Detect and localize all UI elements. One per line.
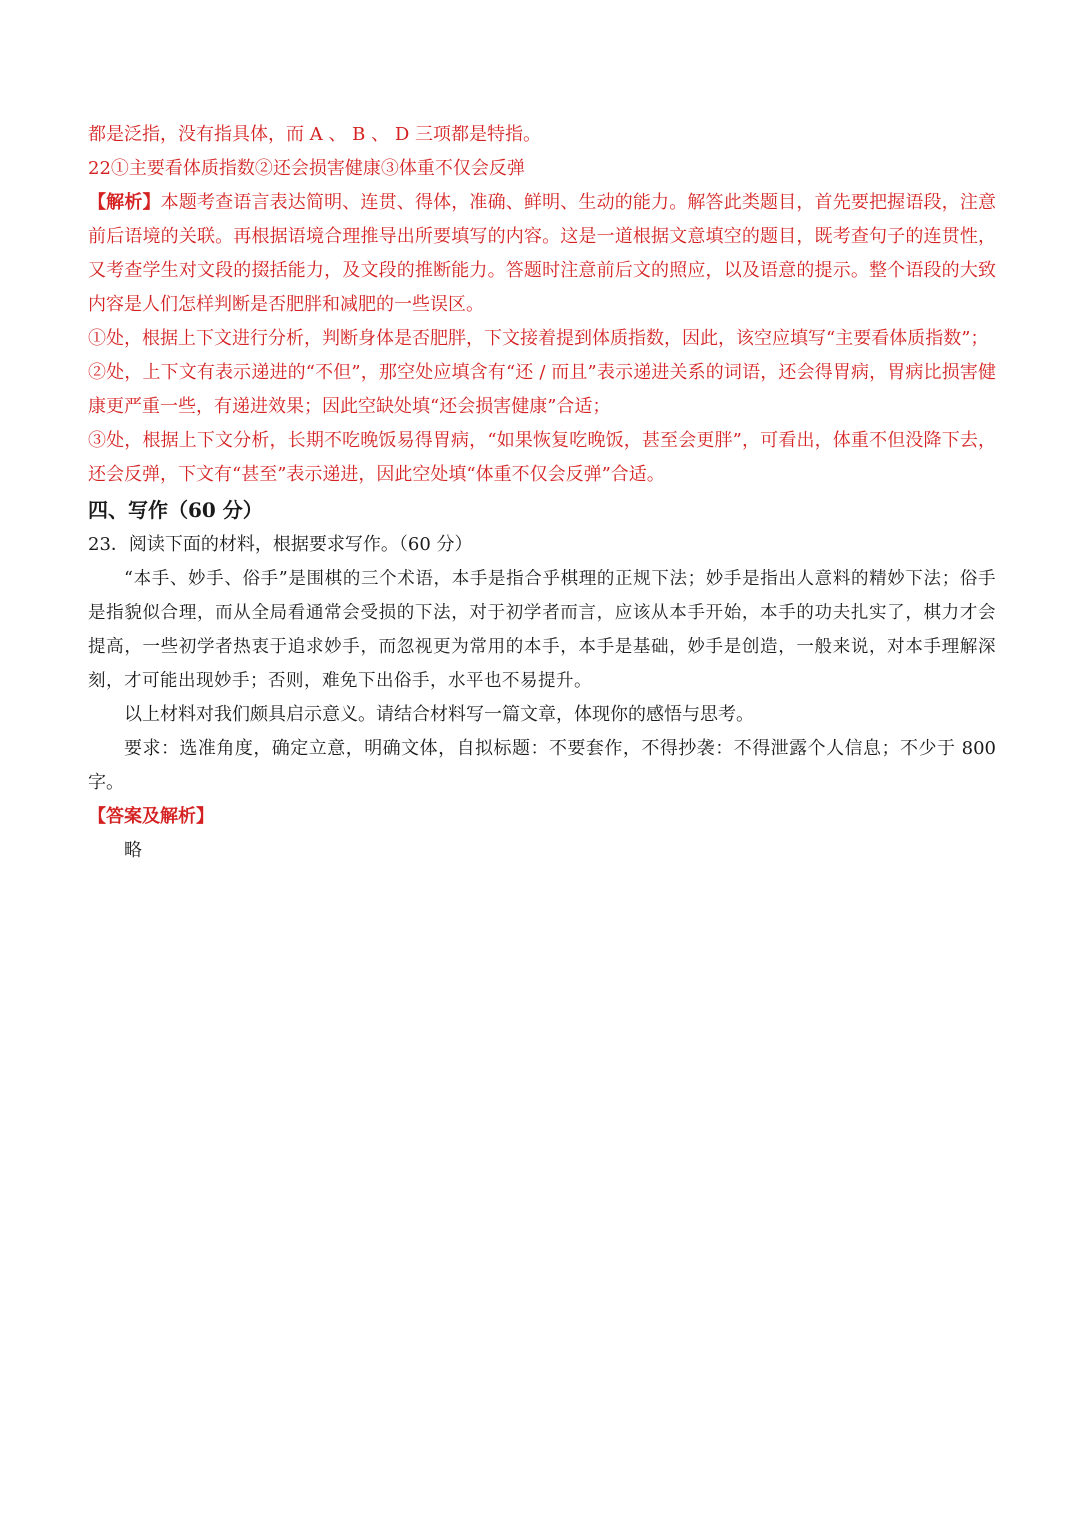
- q22-analysis: [88, 186, 996, 322]
- analysis-tag: 【解析】: [88, 192, 161, 213]
- q22-answer: 22①主要看体质指数②还会损害健康③体重不仅会反弹: [88, 158, 525, 179]
- previous-answer-continuation: 都是泛指，没有指具体，而 A 、 B 、 D 三项都是特指。: [88, 124, 541, 145]
- writing-material: “本手、妙手、俗手”是围棋的三个术语，本手是指合乎棋理的正规下法；妙手是指出人意料的精妙下法；俗手是指貌似合理，而从全局看通常会受损的下法，对于初学者而言，应该从本手开始，本手的功夫扎实了，棋力才会提高，一些初学者热衷于追求妙手，而忽视更为常用的本手，本手是基础，妙手是创造，一般来说，对本手理解深刻，才可能出现妙手；否则，难免下出俗手，水平也不易提升。: [88, 569, 996, 691]
- writing-requirements: 要求：选准角度，确定立意，明确文体，自拟标题：不要套作，不得抄袭：不得泄露个人信息；不少于 800 字。: [88, 738, 996, 793]
- analysis-point-1: ①处，根据上下文进行分析，判断身体是否肥胖，下文接着提到体质指数，因此，该空应填写“主要看体质指数”；: [88, 328, 989, 349]
- answer-text: 略: [124, 840, 142, 861]
- q23-prompt: 23．阅读下面的材料，根据要求写作。（60 分）: [88, 534, 473, 555]
- section-heading-writing: 四、写作（60 分）: [88, 498, 263, 522]
- writing-inspiration: 以上材料对我们颇具启示意义。请结合材料写一篇文章，体现你的感悟与思考。: [124, 704, 754, 725]
- analysis-point-3: ③处，根据上下文分析，长期不吃晚饭易得胃病，“如果恢复吃晚饭，甚至会更胖”，可看出，体重不但没降下去，还会反弹，下文有“甚至”表示递进，因此空处填“体重不仅会反弹”合适。: [88, 430, 996, 485]
- document-page: [88, 118, 996, 868]
- answer-tag: 【答案及解析】: [88, 806, 214, 827]
- analysis-point-2: ②处，上下文有表示递进的“不但”，那空处应填含有“还 / 而且”表示递进关系的词语，还会得胃病，胃病比损害健康更严重一些，有递进效果；因此空缺处填“还会损害健康”合适；: [88, 362, 996, 417]
- analysis-text: 本题考查语言表达简明、连贯、得体，准确、鲜明、生动的能力。解答此类题目，首先要把握语段，注意前后语境的关联。再根据语境合理推导出所要填写的内容。这是一道根据文意填空的题目，既考查句子的连贯性，又考查学生对文段的掇括能力，及文段的推断能力。答题时注意前后文的照应，以及语意的提示。整个语段的大致内容是人们怎样判断是否肥胖和减肥的一些误区。: [88, 192, 996, 315]
